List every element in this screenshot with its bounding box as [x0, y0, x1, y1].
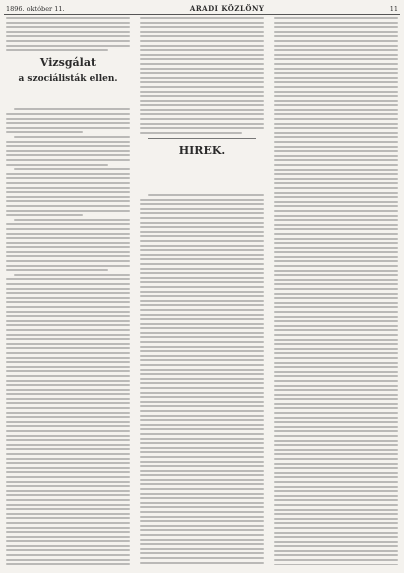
- page-number: 11: [389, 5, 398, 13]
- col1-text-block-1: [4, 17, 132, 51]
- col2-deck: [138, 176, 266, 183]
- column-1: [4, 17, 132, 565]
- masthead: [4, 4, 400, 15]
- col1-text-block-2: [4, 108, 132, 565]
- paper-title: ARADI KÖZLÖNY: [189, 4, 265, 13]
- column-3: [272, 17, 400, 565]
- column-2: [138, 17, 266, 565]
- newspaper-page: [4, 4, 400, 565]
- issue-date: 1896. október 11.: [6, 5, 65, 13]
- col2-subheadline: [138, 162, 266, 169]
- col1-headline: Vizsgálat: [39, 56, 97, 70]
- col3-text-block-1: [272, 17, 400, 565]
- col2-divider: [148, 138, 256, 139]
- col1-subheadline: a szociálisták ellen.: [18, 73, 118, 84]
- col2-headline: HIREK.: [178, 143, 226, 157]
- col1-deck: [4, 90, 132, 97]
- col2-byline: [138, 185, 266, 190]
- col1-byline: [4, 99, 132, 104]
- col2-text-block-2: [138, 194, 266, 565]
- col2-text-block-1: [138, 17, 266, 134]
